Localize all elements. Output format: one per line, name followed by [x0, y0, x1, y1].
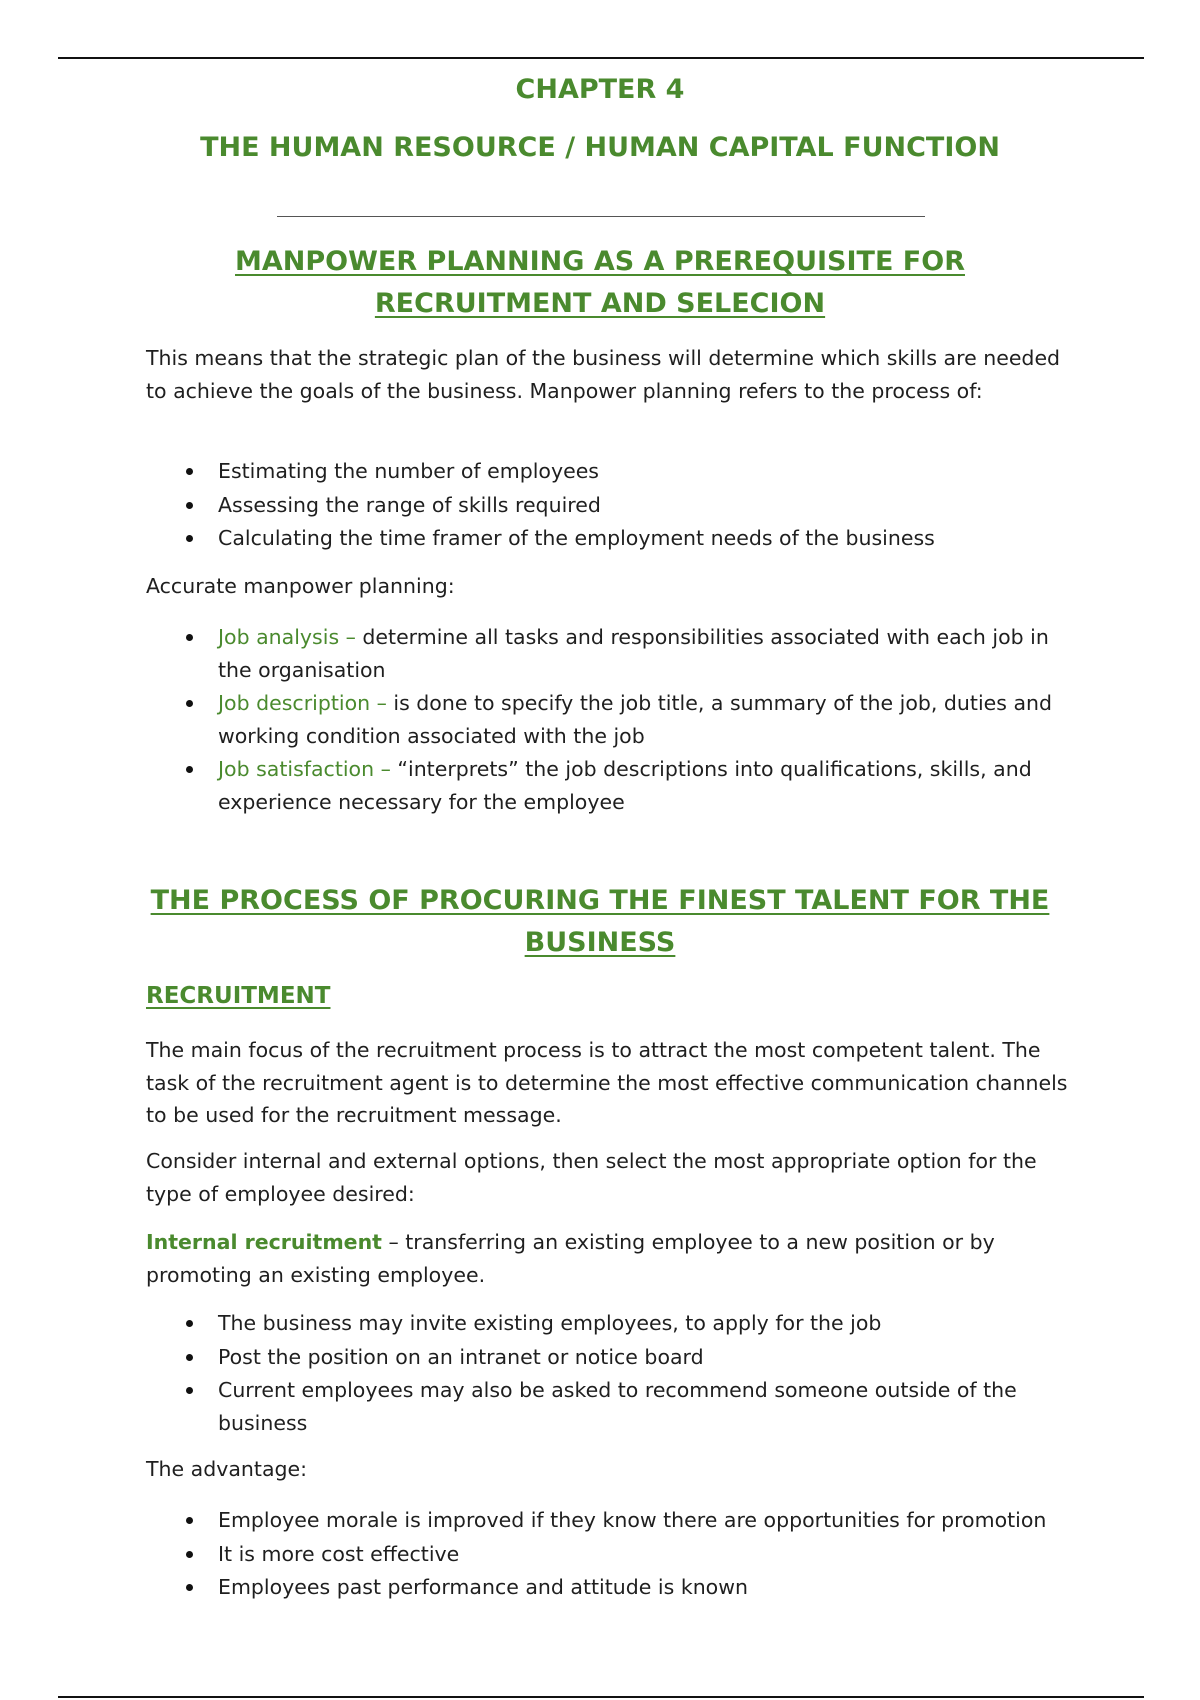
recruitment-heading: RECRUITMENT: [146, 983, 331, 1009]
internal-list: [146, 1307, 1076, 1440]
chapter-subtitle: THE HUMAN RESOURCE / HUMAN CAPITAL FUNCTION: [200, 132, 1000, 163]
term-job-analysis: Job analysis –: [218, 625, 363, 649]
advantage-list: [146, 1504, 1076, 1605]
bottom-rule: [58, 1696, 1144, 1698]
divider: [277, 216, 925, 217]
term-text: determine all tasks and responsibilities associated with each job in the organisation: [218, 625, 1049, 682]
term-job-description: Job description –: [218, 691, 394, 715]
internal-recruitment-text: – transferring an existing employee to a new position or by promoting an existing employee.: [146, 1230, 995, 1287]
list-item: Post the position on an intranet or notice board: [146, 1341, 1076, 1374]
internal-recruitment-term: Internal recruitment: [146, 1230, 382, 1254]
list-item: The business may invite existing employees, to apply for the job: [146, 1307, 1076, 1340]
list-item: [146, 753, 1076, 818]
list-item: Assessing the range of skills required: [146, 489, 1076, 522]
accurate-list: [146, 621, 1076, 819]
term-text: “interprets” the job descriptions into qualifications, skills, and experience necessary for the employee: [218, 757, 1032, 814]
list-item: Current employees may also be asked to recommend someone outside of the business: [146, 1374, 1076, 1439]
list-item: It is more cost effective: [146, 1538, 1076, 1571]
process-list: [146, 455, 1076, 556]
section-heading-procuring: THE PROCESS OF PROCURING THE FINEST TALENT FOR THE BUSINESS: [150, 885, 1050, 958]
accurate-label: Accurate manpower planning:: [146, 574, 455, 598]
section-heading-manpower: MANPOWER PLANNING AS A PREREQUISITE FOR RECRUITMENT AND SELECION: [235, 246, 965, 319]
list-item: Estimating the number of employees: [146, 455, 1076, 488]
list-item: [146, 687, 1076, 752]
list-item: Employee morale is improved if they know there are opportunities for promotion: [146, 1504, 1076, 1537]
list-item: Employees past performance and attitude is known: [146, 1571, 1076, 1604]
list-item: Calculating the time framer of the employment needs of the business: [146, 522, 1076, 555]
recruitment-para-2: Consider internal and external options, then select the most appropriate option for the type of employee desired:: [146, 1149, 1037, 1206]
chapter-title: CHAPTER 4: [515, 74, 685, 105]
recruitment-para-1: The main focus of the recruitment process is to attract the most competent talent. The task of the recruitment agent is to determine the most effective communication channels to be used for the recruitment message.: [146, 1038, 1068, 1127]
top-rule: [58, 57, 1144, 59]
list-item: [146, 621, 1076, 686]
advantage-label: The advantage:: [146, 1457, 308, 1481]
internal-recruitment-para: [146, 1226, 1076, 1291]
term-text: is done to specify the job title, a summary of the job, duties and working condition associated with the job: [218, 691, 1053, 748]
manpower-intro: This means that the strategic plan of the business will determine which skills are needed to achieve the goals of the business. Manpower planning refers to the process of:: [146, 346, 1061, 403]
term-job-satisfaction: Job satisfaction –: [218, 757, 398, 781]
